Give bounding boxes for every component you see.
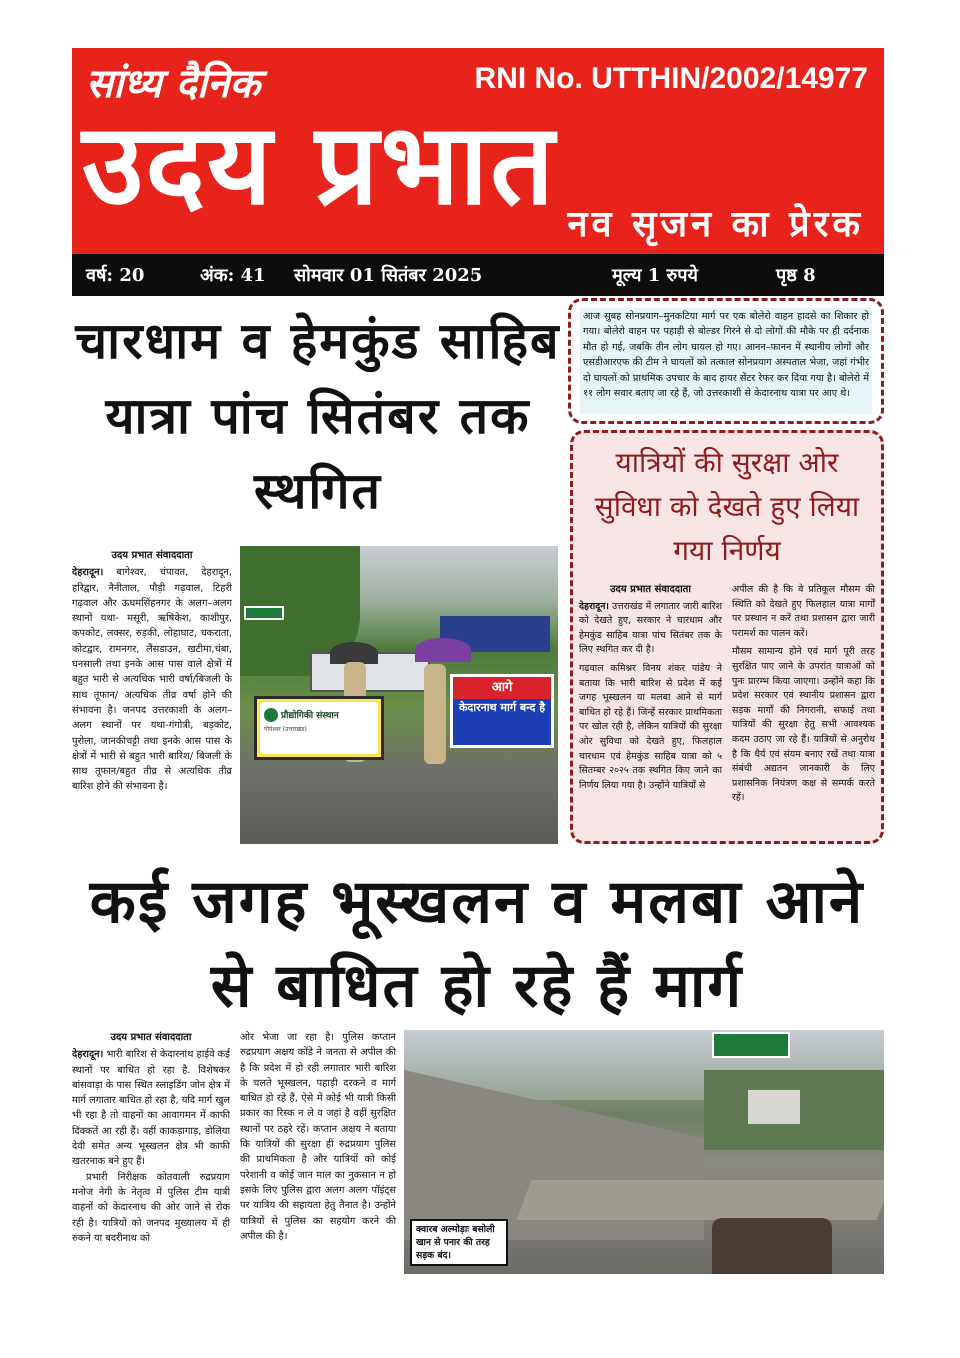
- breaking-news-text: आज सुबह सोनप्रयाग–मुनकटिया मार्ग पर एक बोलेरो वाहन हादसे का शिकार हो गया। बोलेरो वाहन पर पहाड़ी से बोल्डर गिरने से दो लोगों की मौके पर ही दर्दनाक मौत हो गई, जबकि तीन लोग घायल हो गए। आनन–फानन में स्थानीय लोगों और एसडीआरएफ की टीम ने घायलों को तत्काल सोनप्रयाग अस्पताल भेजा, जहां गंभीर दो घायलों को प्राथमिक उपचार के बाद हायर सेंटर रेफर कर दिया गया है। बोलेरो में ११ लोग सवार बताए जा रहे हैं, जो उत्तरकाशी से केदारनाथ यात्रा पर आए थे।: [580, 308, 872, 414]
- byline: उदय प्रभात संवाददाता: [111, 550, 193, 561]
- issue-info-bar: [72, 254, 884, 296]
- photo-barrier: [254, 696, 384, 760]
- photo-road-sign: [244, 606, 284, 620]
- dateline: देहरादून।: [72, 1049, 104, 1061]
- decision-col-2: [732, 583, 875, 810]
- photo-excavator: [712, 1218, 832, 1274]
- decision-headline: यात्रियों की सुरक्षा ओर सुविधा को देखते हुए लिया गया निर्णय: [594, 446, 860, 567]
- issue-date: सोमवार 01 सितंबर 2025: [294, 265, 483, 286]
- institute-logo-icon: [264, 708, 278, 722]
- story1-paragraph: बागेश्वर, चंपावत, देहरादून, हरिद्वार, नैनीताल, पौड़ी गढ़वाल, टिहरी गढ़वाल और ऊधमसिंहनगर के अलग–अलग स्थानों यथा- मसूरी, ऋषिकेश, काशीपुर, कपकोट, लक्सर, रुड़की, लोहाघाट, चकराता, कोटद्वार, रामनगर, लैंसडाउन, खटीमा,चंबा, घनसाली तथा इनके आस पास वाले क्षेत्रों में बहुत भारी से अत्यधिक भारी वर्षा/बिजली के साथ तूफान/ अत्यधिक तीव्र वर्षा होने की संभावना है। जनपद उत्तरकाशी के अलग–अलग स्थानों पर यथा-गंगोत्री, बड़कोट, पुरोला, जानकीचट्टी तथा इनके आस पास के क्षेत्रों में भारी से बहुत भारी बारिश/ बिजली के साथ तूफान/बहुत तीव्र से अत्यधिक तीव्र बारिश होने की संभावना है।: [72, 567, 232, 793]
- route-closed-banner: [450, 674, 554, 748]
- newspaper-title: उदय प्रभात: [82, 100, 557, 230]
- story2-photo: [404, 1030, 884, 1274]
- photo-caption: क्वारब अल्मोड़ाः बसोली खान से पनार की तरह सड़क बंद।: [410, 1219, 508, 1266]
- story1-photo: [240, 546, 558, 844]
- story1-headline: चारधाम व हेमकुंड साहिब यात्रा पांच सितंबर तक स्थगित: [75, 312, 561, 520]
- decision-story-box: [570, 430, 884, 844]
- newspaper-tagline: नव सृजन का प्रेरक: [567, 204, 864, 245]
- photo-building: [748, 1090, 800, 1124]
- decision-col-1: [579, 583, 722, 810]
- issue-number: अंक: 41: [200, 265, 266, 286]
- breaking-news-box: [568, 298, 884, 424]
- rni-number: RNI No. UTTHIN/2002/14977: [474, 62, 868, 95]
- decision-paragraph: अपील की है कि वे प्रतिकूल मौसम की स्थिति को देखते हुए फिलहाल यात्रा मार्गों पर प्रस्थान न करें तथा प्रशासन द्वारा जारी परामर्श का पालन करें।: [732, 584, 875, 639]
- photo-road-sign: [712, 1032, 790, 1058]
- photo-umbrella: [415, 638, 471, 662]
- masthead: [72, 48, 884, 254]
- photo-road: [517, 1180, 884, 1220]
- page-count: पृष्ठ 8: [776, 265, 816, 286]
- dateline: देहरादून।: [579, 600, 609, 612]
- photo-police-officer: [424, 664, 446, 764]
- story2-paragraph: प्रभारी निरीक्षक कोतवाली रुद्रप्रयाग मनोज नेगी के नेतृत्व में पुलिस टीम यात्री वाहनों को केदारनाथ की ओर जाने से रोक रही है। यात्रियों को जनपद मुख्यालय में ही रुकने या बदरीनाथ को: [72, 1171, 230, 1244]
- decision-paragraph: मौसम सामान्य होने एवं मार्ग पूरी तरह सुरक्षित पाए जाने के उपरांत यात्राओं को पुनः प्रारम्भ किया जाएगा। उन्होंने कहा कि प्रदेश सरकार एवं स्थानीय प्रशासन द्वारा सड़क मार्गों की निगरानी, सफाई तथा यात्रियों की सुरक्षा हेतु सभी आवश्यक कदम उठाए जा रहे हैं। यात्रियों से अनुरोध है कि धैर्य एवं संयम बनाए रखें तथा यात्रा संबंधी अद्यतन जानकारी के लिए प्रशासनिक नियंत्रण कक्ष से सम्पर्क करते रहें।: [732, 646, 875, 804]
- story2-paragraph: भारी बारिश से केदारनाथ हाईवे कई स्थानों पर बाधित हो रहा है. विशेषकर बांसवाड़ा के पास स्थित स्लाइडिंग जोन क्षेत्र में मार्ग लगातार बाधित हो रहा है, यदि मार्ग खुल भी रहा है तो वाहनों का आवागमन में काफी दिक्कतें आ रही हैं। वहीं काकड़ागाड़, डोलिया देवी समेत अन्य भूस्खलन क्षेत्र भी काफी खतरनाक बने हुए हैं।: [72, 1049, 230, 1168]
- barrier-subtext: गोपेश्वर (उत्तराखंड): [264, 726, 307, 733]
- byline: उदय प्रभात संवाददाता: [110, 1032, 192, 1043]
- decision-paragraph: गढ़वाल कमिश्नर विनय शंकर पांडेय ने बताया कि भारी बारिश से प्रदेश में कई जगह भूस्खलन या मलबा आने से मार्ग बाधित हो रहे हैं। जिन्हें सरकार प्राथमिकता पर खोल रही है, लेकिन यात्रियों की सुरक्षा ओर सुविधा को देखते हुए, फिलहाल चारधाम एवं हेमकुंड साहिब यात्रा को ५ सितम्बर २०२५ तक स्थगित किए जाने का निर्णय लिया गया है। उन्होंने यात्रियों से: [579, 662, 722, 791]
- story2-body-col2: ओर भेजा जा रहा है। पुलिस कप्तान रुद्रप्रयाग अक्षय कोंडे ने जनता से अपील की है कि प्रदेश में हो रही लगातार भारी बारिश के चलते भूस्खलन, पहाड़ी दरकने व मार्ग बाधित हो रहे हैं, ऐसे में कोई भी यात्री किसी प्रकार का रिस्क न ले व जहां है वहीं सुरक्षित स्थानों पर ठहरे रहें। कप्तान अक्षय ने बताया कि यात्रियों की सुरक्षा ही रुद्रप्रयाग पुलिस की प्राथमिकता है और यात्रियों को कोई परेशानी व कोई जान माल का नुकसान न हो इसके लिए पुलिस द्वारा अलग अलग पॉइंट्स पर यात्रिय की सहायता हेतु तैनात है। उन्होंने यात्रियों से पुलिस का सहयोग करने की अपील की है।: [240, 1032, 396, 1242]
- byline: उदय प्रभात संवाददाता: [610, 584, 691, 595]
- issue-price: मूल्य 1 रुपये: [612, 265, 698, 286]
- photo-umbrella: [330, 642, 378, 664]
- story2-body-col1: [72, 1030, 230, 1280]
- decision-paragraph: उत्तराखंड में लगातार जारी बारिश को देखते हुए, सरकार ने चारधाम और हेमकुंड साहिब यात्रा पांच सितंबर तक के लिए स्थगित कर दी है।: [579, 600, 722, 656]
- masthead-sandhya: सांध्य दैनिक: [86, 60, 261, 107]
- barrier-text: प्रौद्योगिकी संस्थान: [281, 711, 339, 721]
- banner-top-text: आगे: [453, 677, 551, 699]
- dateline: देहरादून।: [72, 567, 104, 579]
- issue-year: वर्ष: 20: [86, 265, 145, 286]
- story2-headline: कई जगह भूस्खलन व मलबा आने से बाधित हो रहे हैं मार्ग: [89, 867, 865, 1021]
- banner-bottom-text: केदारनाथ मार्ग बन्द है: [453, 699, 551, 745]
- story1-body: [72, 548, 232, 838]
